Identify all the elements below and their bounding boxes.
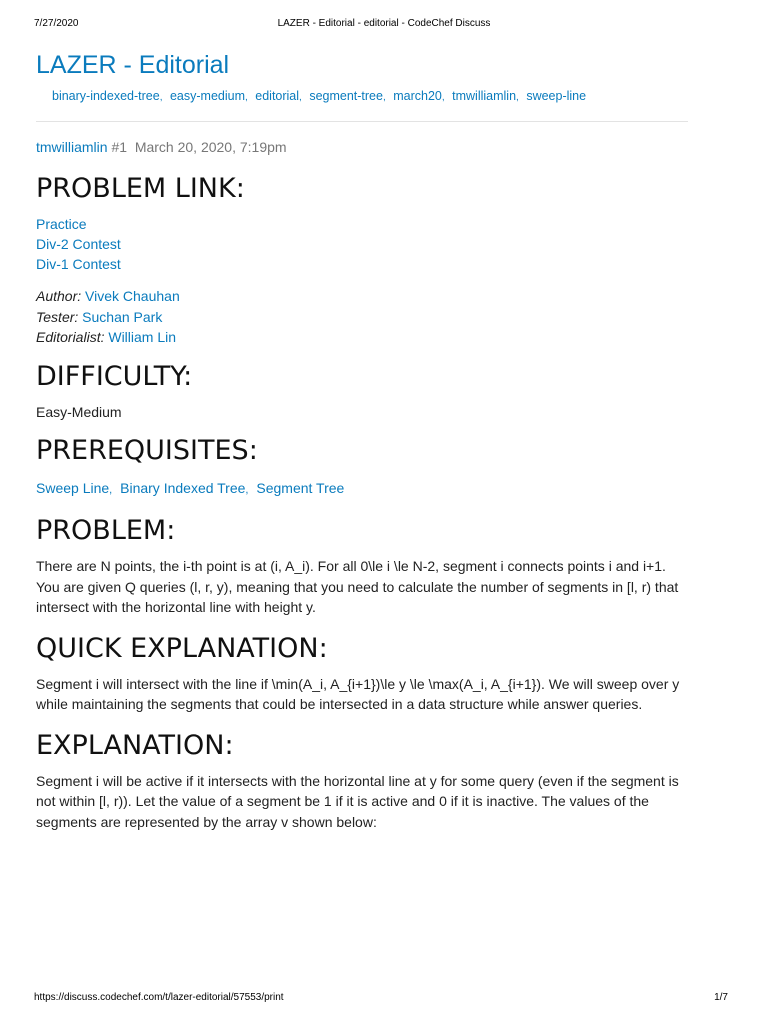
post-date: March 20, 2020, 7:19pm [134,139,287,155]
post-meta [36,138,688,156]
tester-link[interactable]: Suchan Park [82,308,163,325]
editorial-document [36,48,688,832]
topic-title[interactable]: LAZER - Editorial [36,51,230,79]
tag-link[interactable]: march20 [393,89,442,103]
heading-difficulty: DIFFICULTY: [36,360,193,392]
prerequisite-links: Sweep Line, Binary Indexed Tree, Segment Tree [36,480,345,496]
div1-contest-link[interactable]: Div-1 Contest [36,256,121,272]
tag-link[interactable]: easy-medium [169,89,245,103]
difficulty-value: Easy-Medium [36,403,122,420]
print-date: 7/27/2020 [34,18,79,29]
print-url: https://discuss.codechef.com/t/lazer-editorial/57553/print [34,992,284,1003]
div2-contest-link[interactable]: Div-2 Contest [36,236,121,252]
explanation-text: Segment i will be active if it intersects with the horizontal line at y for some query (even if the segment is not within [l, r)). Let the value of a segment be 1 if it is active and 0 if it is inactive. The values of the segments are represented by the array v shown below: [36,772,679,830]
tag-link[interactable]: segment-tree [309,89,383,103]
section-problem [36,514,688,618]
editorialist-link[interactable]: William Lin [108,329,177,345]
heading-explanation: EXPLANATION: [36,729,234,761]
quick-explanation-text: Segment i will intersect with the line if \min(A_i, A_{i+1})\le y \le \max(A_i, A_{i+1}). We will sweep over y while maintaining the segments that could be intersected in a data structure while answer queries. [36,675,680,712]
post-number: #1 [111,139,128,155]
prereq-sweep-line[interactable]: Sweep Line [36,480,110,496]
print-footer [0,992,768,1006]
heading-quick-explanation: QUICK EXPLANATION: [36,632,328,664]
tester-label: Tester: [36,308,79,325]
tag-link[interactable]: editorial [255,89,300,103]
section-problem-link [36,172,688,348]
heading-prerequisites: PREREQUISITES: [36,435,258,466]
print-title: LAZER - Editorial - editorial - CodeChef Discuss [277,18,491,29]
credits [36,286,688,348]
problem-text: There are N points, the i-th point is at (i, A_i). For all 0\le i \le N-2, segment i connects points i and i+1. You are given Q queries (l, r, y), meaning that you need to calculate the number of segments in [l, r) that intersect with the horizontal line with height y. [36,558,679,615]
author-label: Author: [36,288,82,304]
section-quick-explanation [36,632,688,715]
author-link[interactable]: Vivek Chauhan [85,288,180,304]
prereq-segment-tree[interactable]: Segment Tree [256,480,345,496]
prereq-binary-indexed-tree[interactable]: Binary Indexed Tree [120,480,246,496]
editorialist-label: Editorialist: [36,329,105,345]
heading-problem-link: PROBLEM LINK: [36,173,245,204]
section-explanation [36,729,688,833]
tag-list: binary-indexed-tree, easy-medium, editorial, segment-tree, march20, tmwilliamlin, sweep-line [52,89,587,103]
tag-link[interactable]: tmwilliamlin [452,89,517,103]
problem-links [36,214,688,274]
heading-problem: PROBLEM: [36,515,176,546]
post-author-link[interactable]: tmwilliamlin [36,139,108,155]
print-header [0,18,768,32]
divider [36,121,688,122]
section-prerequisites [36,434,688,500]
tag-link[interactable]: binary-indexed-tree [52,89,160,103]
page-number: 1/7 [714,992,728,1003]
tag-link[interactable]: sweep-line [526,89,587,103]
section-difficulty [36,360,688,423]
practice-link[interactable]: Practice [36,216,87,232]
